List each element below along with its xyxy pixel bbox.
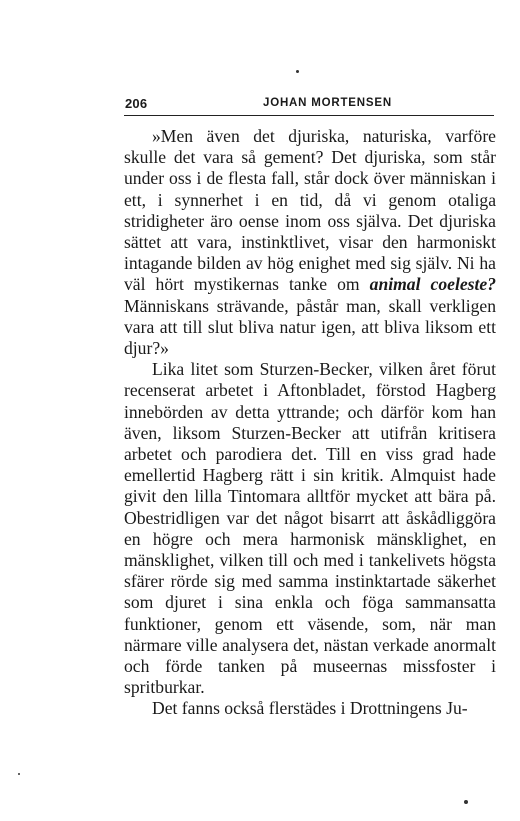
- scan-speck: [464, 800, 468, 804]
- paragraph: Det fanns också flerstädes i Drottningens Ju-: [152, 698, 468, 719]
- paragraph: Lika litet som Sturzen-Becker, vilken året förut recenserat arbetet i Aftonbladet, förstod Hagberg innebörden av detta yttrande; och därför kom han även, liksom Sturzen-Becker att utifrån kritisera arbetet och parodiera det. Till en viss grad hade emellertid Hagberg rätt i sin kritik. Almquist hade givit den lilla Tintomara alltför mycket att bära på. Obestridligen var det något bisarrt att åskådliggöra en högre och mera harmonisk mänsklighet, en mänsklighet, vilken till och med i tankelivets högsta sfärer rörde sig med samma instinktartade säkerhet som djuret i sina enkla och föga sammansatta funktioner, genom ett väsende, som, när man närmare ville analysera det, nästan verkade anormalt och förde tanken på museernas missfoster i spritburkar.: [124, 359, 496, 698]
- page-header: [125, 96, 495, 112]
- scan-speck: [296, 70, 299, 73]
- body-text: [124, 126, 496, 720]
- italic-phrase: animal coeleste?: [369, 274, 496, 295]
- paragraph: [124, 126, 496, 359]
- paragraph-text: »Men även det djuriska, naturiska, varföre skulle det vara så gement? Det djuriska, som står under oss i de flesta fall, står dock över människan i ett, i synnerhet i en tid, då vi genom otaliga stridigheter äro oense inom oss själva. Det djuriska sättet att vara, instinktlivet, visar den harmoniskt intagande bilden av hög enighet med sig själv. Ni ha väl hört mystikernas tanke om: [124, 126, 496, 295]
- header-rule: [124, 115, 494, 116]
- page-number: 206: [125, 96, 148, 111]
- scan-speck: [18, 773, 20, 775]
- running-head: JOHAN MORTENSEN: [263, 97, 392, 109]
- paragraph-text: Människans strävande, påstår man, skall verkligen vara att till slut bliva natur igen, att bliva liksom ett djur?»: [124, 295, 496, 359]
